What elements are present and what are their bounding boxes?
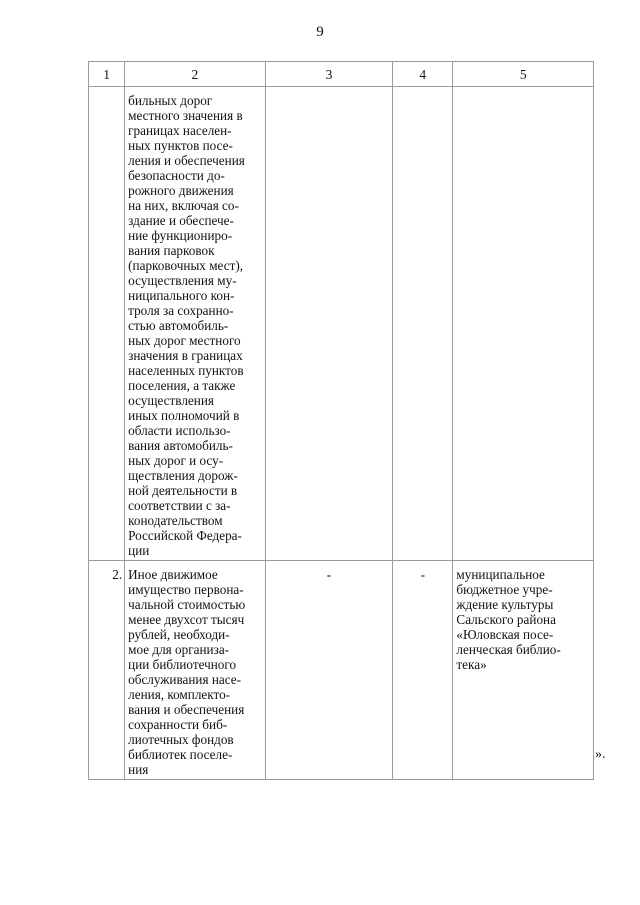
text-line: безопасности до- xyxy=(128,168,225,183)
table-header-row xyxy=(89,62,594,87)
text-line: населенных пунктов xyxy=(128,363,244,378)
text-line: бильных дорог xyxy=(128,93,213,108)
row2-number-cell xyxy=(89,561,125,780)
text-line: ждение культуры xyxy=(456,597,554,612)
header-cell-2: 2 xyxy=(125,62,266,87)
text-line: обслуживания насе- xyxy=(128,672,242,687)
row2-description-text xyxy=(125,561,265,779)
row2-holder-cell xyxy=(453,561,594,780)
text-line: ции библиотечного xyxy=(128,657,237,672)
text-line: ных дорог местного xyxy=(128,333,241,348)
row1-description-cell xyxy=(125,87,266,561)
row1-col3-cell xyxy=(265,87,393,561)
text-line: Сальского района xyxy=(456,612,556,627)
text-line: стью автомобиль- xyxy=(128,318,229,333)
text-line: тека» xyxy=(456,657,487,672)
row2-number: 2. xyxy=(112,567,123,582)
table-row xyxy=(89,561,594,780)
text-line: мое для организа- xyxy=(128,642,230,657)
text-line: рублей, необходи- xyxy=(128,627,230,642)
header-cell-3: 3 xyxy=(265,62,393,87)
text-line: иных полномочий в xyxy=(128,408,240,423)
row2-col4-dash: - xyxy=(420,567,425,582)
text-line: «Юловская посе- xyxy=(456,627,554,642)
row2-col3-cell xyxy=(265,561,393,780)
text-line: ной деятельности в xyxy=(128,483,238,498)
text-line: имущество первона- xyxy=(128,582,244,597)
text-line: муниципальное xyxy=(456,567,545,582)
text-line: Российской Федера- xyxy=(128,528,242,543)
text-line: лиотечных фондов xyxy=(128,732,234,747)
text-line: сохранности биб- xyxy=(128,717,228,732)
row2-col4-cell xyxy=(393,561,453,780)
text-line: ления и обеспечения xyxy=(128,153,245,168)
text-line: библиотек поселе- xyxy=(128,747,233,762)
text-line: осуществления му- xyxy=(128,273,237,288)
row2-description-cell xyxy=(125,561,266,780)
text-line: ных дорог и осу- xyxy=(128,453,224,468)
text-line: ние функциониро- xyxy=(128,228,233,243)
text-line: ления, комплекто- xyxy=(128,687,231,702)
closing-quote: ». xyxy=(595,747,606,762)
text-line: ния xyxy=(128,762,149,777)
property-table xyxy=(88,61,594,780)
text-line: ции xyxy=(128,543,150,558)
row1-col4-cell xyxy=(393,87,453,561)
text-line: Иное движимое xyxy=(128,567,218,582)
row1-description-text xyxy=(125,87,265,560)
text-line: ных пунктов посе- xyxy=(128,138,233,153)
text-line: осуществления xyxy=(128,393,214,408)
text-line: соответствии с за- xyxy=(128,498,231,513)
text-line: троля за сохранно- xyxy=(128,303,234,318)
page-number: 9 xyxy=(316,24,324,40)
row2-holder-text xyxy=(453,561,593,674)
table-row xyxy=(89,87,594,561)
text-line: на них, включая со- xyxy=(128,198,239,213)
text-line: границах населен- xyxy=(128,123,232,138)
text-line: вания парковок xyxy=(128,243,215,258)
text-line: области использо- xyxy=(128,423,231,438)
text-line: вания и обеспечения xyxy=(128,702,245,717)
text-line: ществления дорож- xyxy=(128,468,238,483)
text-line: конодательством xyxy=(128,513,223,528)
text-line: местного значения в xyxy=(128,108,243,123)
text-line: ниципального кон- xyxy=(128,288,235,303)
text-line: бюджетное учре- xyxy=(456,582,553,597)
text-line: значения в границах xyxy=(128,348,243,363)
text-line: поселения, а также xyxy=(128,378,236,393)
row1-col5-cell xyxy=(453,87,594,561)
text-line: вания автомобиль- xyxy=(128,438,233,453)
header-cell-1: 1 xyxy=(89,62,125,87)
text-line: здание и обеспече- xyxy=(128,213,234,228)
text-line: (парковочных мест), xyxy=(128,258,244,273)
text-line: чальной стоимостью xyxy=(128,597,246,612)
header-cell-4: 4 xyxy=(393,62,453,87)
header-cell-5: 5 xyxy=(453,62,594,87)
text-line: рожного движения xyxy=(128,183,234,198)
row2-col3-dash: - xyxy=(326,567,332,582)
row1-number-cell xyxy=(89,87,125,561)
text-line: менее двухсот тысяч xyxy=(128,612,245,627)
text-line: ленческая библио- xyxy=(456,642,561,657)
